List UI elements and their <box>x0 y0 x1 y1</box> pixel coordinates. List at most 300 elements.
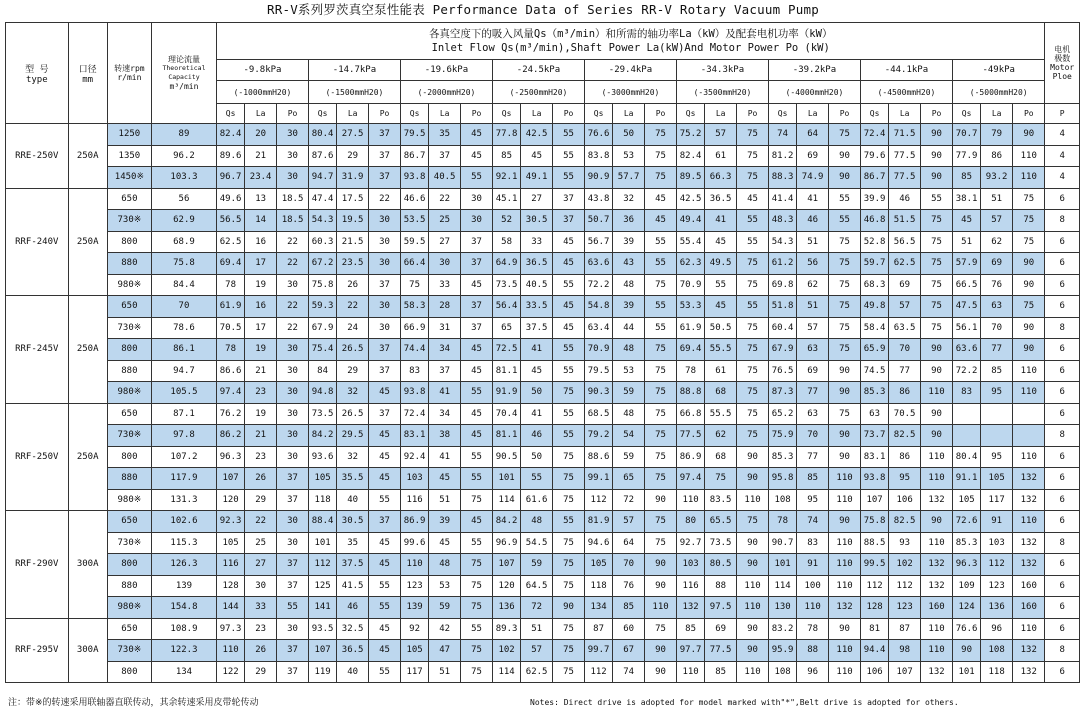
value-cell: 38.1 <box>952 188 980 210</box>
value-cell: 107 <box>889 661 921 683</box>
value-cell: 62 <box>797 274 829 296</box>
value-cell: 90.9 <box>584 167 612 189</box>
value-cell: 70.4 <box>492 403 520 425</box>
value-cell: 85 <box>797 468 829 490</box>
value-cell: 70.5 <box>216 317 244 339</box>
capacity-cell: 86.1 <box>151 339 216 361</box>
po-subheader: Po <box>645 104 677 124</box>
value-cell: 27 <box>245 554 277 576</box>
value-cell: 114 <box>768 575 796 597</box>
po-subheader: Po <box>369 104 401 124</box>
model-cell: RRF-250V <box>6 403 69 511</box>
poles-subheader: P <box>1045 104 1080 124</box>
value-cell: 93.6 <box>308 446 336 468</box>
value-cell: 79.6 <box>860 145 888 167</box>
value-cell: 92.4 <box>400 446 428 468</box>
value-cell: 132 <box>1013 489 1045 511</box>
value-cell: 45 <box>369 446 401 468</box>
value-cell: 32.5 <box>337 618 369 640</box>
capacity-cell: 87.1 <box>151 403 216 425</box>
value-cell: 45 <box>461 145 493 167</box>
value-cell: 37 <box>369 274 401 296</box>
model-cell: RRE-250V <box>6 124 69 189</box>
value-cell: 63 <box>860 403 888 425</box>
value-cell: 144 <box>216 597 244 619</box>
value-cell: 109 <box>952 575 980 597</box>
value-cell: 85 <box>952 167 980 189</box>
value-cell: 55 <box>521 468 553 490</box>
speed-cell: 730※ <box>107 640 151 662</box>
qs-subheader: Qs <box>308 104 336 124</box>
value-cell: 90 <box>737 446 769 468</box>
value-cell: 37 <box>369 167 401 189</box>
value-cell: 41 <box>429 446 461 468</box>
value-cell: 45 <box>429 468 461 490</box>
value-cell: 90 <box>921 339 953 361</box>
value-cell: 37.5 <box>521 317 553 339</box>
value-cell: 50.5 <box>705 317 737 339</box>
value-cell: 55 <box>461 167 493 189</box>
value-cell: 78 <box>797 618 829 640</box>
value-cell: 107 <box>492 554 520 576</box>
value-cell: 45 <box>369 532 401 554</box>
value-cell: 107 <box>308 640 336 662</box>
value-cell: 59.7 <box>860 253 888 275</box>
value-cell: 52.8 <box>860 231 888 253</box>
la-subheader: La <box>245 104 277 124</box>
value-cell: 80.5 <box>705 554 737 576</box>
value-cell <box>952 425 980 447</box>
value-cell: 90 <box>921 124 953 146</box>
value-cell: 54 <box>613 425 645 447</box>
value-cell: 90 <box>737 532 769 554</box>
speed-cell: 880 <box>107 575 151 597</box>
table-row <box>6 511 1080 533</box>
value-cell: 72.5 <box>492 339 520 361</box>
value-cell: 46 <box>797 210 829 232</box>
value-cell: 160 <box>1013 597 1045 619</box>
value-cell: 22 <box>369 188 401 210</box>
value-cell: 90 <box>921 511 953 533</box>
value-cell: 37 <box>369 511 401 533</box>
value-cell: 75 <box>1013 296 1045 318</box>
value-cell: 97.7 <box>676 640 704 662</box>
value-cell: 41 <box>521 403 553 425</box>
value-cell: 33 <box>429 274 461 296</box>
value-cell: 75 <box>829 317 861 339</box>
value-cell: 132 <box>676 597 704 619</box>
value-cell: 30 <box>277 446 309 468</box>
value-cell: 30 <box>369 231 401 253</box>
value-cell: 75 <box>1013 210 1045 232</box>
table-row <box>6 253 1080 275</box>
value-cell: 110 <box>1013 167 1045 189</box>
value-cell: 75 <box>737 360 769 382</box>
value-cell: 110 <box>829 468 861 490</box>
capacity-cell: 122.3 <box>151 640 216 662</box>
value-cell: 88 <box>705 575 737 597</box>
value-cell: 73.5 <box>705 532 737 554</box>
value-cell: 22 <box>277 231 309 253</box>
value-cell: 30 <box>277 167 309 189</box>
value-cell: 120 <box>492 575 520 597</box>
value-cell: 39 <box>613 296 645 318</box>
water-column-header: (-5000mmH20) <box>952 81 1044 104</box>
value-cell: 95 <box>981 382 1013 404</box>
value-cell: 63 <box>981 296 1013 318</box>
value-cell: 69 <box>797 360 829 382</box>
value-cell: 86 <box>889 382 921 404</box>
value-cell: 41 <box>429 382 461 404</box>
value-cell: 69 <box>705 618 737 640</box>
value-cell: 40.5 <box>429 167 461 189</box>
value-cell: 31 <box>429 317 461 339</box>
table-row <box>6 360 1080 382</box>
value-cell: 105 <box>308 468 336 490</box>
la-subheader: La <box>797 104 829 124</box>
value-cell: 41.5 <box>337 575 369 597</box>
value-cell: 50 <box>521 446 553 468</box>
value-cell: 47 <box>429 640 461 662</box>
value-cell: 45 <box>369 554 401 576</box>
value-cell: 46.8 <box>860 210 888 232</box>
speed-cell: 1450※ <box>107 167 151 189</box>
value-cell: 26 <box>337 274 369 296</box>
value-cell: 75 <box>553 532 585 554</box>
pressure-header: -29.4kPa <box>584 60 676 81</box>
speed-cell: 980※ <box>107 382 151 404</box>
value-cell: 69 <box>797 145 829 167</box>
poles-header-en1: Motor <box>1050 63 1075 72</box>
bore-cell: 250A <box>68 403 107 511</box>
value-cell: 75.2 <box>676 124 704 146</box>
value-cell: 134 <box>584 597 612 619</box>
value-cell: 97.4 <box>676 468 704 490</box>
value-cell: 112 <box>584 489 612 511</box>
value-cell: 120 <box>216 489 244 511</box>
table-row <box>6 382 1080 404</box>
value-cell <box>952 403 980 425</box>
value-cell: 50 <box>613 124 645 146</box>
model-cell: RRF-245V <box>6 296 69 404</box>
value-cell: 45 <box>553 253 585 275</box>
bore-cell: 250A <box>68 124 107 189</box>
value-cell: 45 <box>461 360 493 382</box>
value-cell: 75 <box>737 403 769 425</box>
qs-subheader: Qs <box>676 104 704 124</box>
value-cell: 77 <box>797 382 829 404</box>
value-cell: 76.5 <box>768 360 796 382</box>
value-cell: 75 <box>553 618 585 640</box>
value-cell: 90 <box>921 360 953 382</box>
value-cell: 34 <box>429 403 461 425</box>
value-cell: 64.5 <box>521 575 553 597</box>
value-cell: 36.5 <box>521 253 553 275</box>
value-cell: 110 <box>921 446 953 468</box>
value-cell: 90 <box>645 661 677 683</box>
value-cell: 55 <box>277 597 309 619</box>
value-cell: 37.5 <box>337 554 369 576</box>
value-cell: 32 <box>337 446 369 468</box>
value-cell: 30.5 <box>337 511 369 533</box>
water-column-header: (-1000mmH20) <box>216 81 308 104</box>
value-cell: 75 <box>645 403 677 425</box>
value-cell: 112 <box>860 575 888 597</box>
value-cell: 100 <box>797 575 829 597</box>
value-cell: 92.3 <box>216 511 244 533</box>
value-cell: 51 <box>797 296 829 318</box>
value-cell: 67.9 <box>308 317 336 339</box>
table-row <box>6 489 1080 511</box>
value-cell: 93.8 <box>400 382 428 404</box>
value-cell: 45 <box>461 124 493 146</box>
value-cell: 53 <box>613 360 645 382</box>
speed-cell: 800 <box>107 339 151 361</box>
table-row <box>6 167 1080 189</box>
value-cell: 110 <box>1013 511 1045 533</box>
value-cell: 30 <box>245 575 277 597</box>
pressure-header: -19.6kPa <box>400 60 492 81</box>
value-cell: 78 <box>216 274 244 296</box>
value-cell: 63.4 <box>584 317 612 339</box>
value-cell: 26.5 <box>337 339 369 361</box>
value-cell: 81.2 <box>768 145 796 167</box>
value-cell: 112 <box>889 575 921 597</box>
value-cell: 40 <box>337 489 369 511</box>
value-cell: 75 <box>737 167 769 189</box>
value-cell: 55 <box>369 489 401 511</box>
la-subheader: La <box>613 104 645 124</box>
value-cell: 112 <box>308 554 336 576</box>
value-cell: 25 <box>429 210 461 232</box>
value-cell: 46.6 <box>400 188 428 210</box>
value-cell: 72.2 <box>584 274 612 296</box>
speed-cell: 880 <box>107 468 151 490</box>
value-cell: 38 <box>429 425 461 447</box>
po-subheader: Po <box>553 104 585 124</box>
value-cell: 66.5 <box>952 274 980 296</box>
value-cell: 19 <box>245 403 277 425</box>
value-cell: 90 <box>829 145 861 167</box>
value-cell: 132 <box>921 661 953 683</box>
value-cell: 75 <box>461 661 493 683</box>
value-cell: 30 <box>369 317 401 339</box>
table-row <box>6 296 1080 318</box>
value-cell: 110 <box>1013 446 1045 468</box>
value-cell: 29 <box>337 145 369 167</box>
value-cell: 70 <box>889 339 921 361</box>
value-cell: 63.6 <box>952 339 980 361</box>
value-cell: 41.4 <box>768 188 796 210</box>
value-cell: 79.5 <box>400 124 428 146</box>
poles-cell: 6 <box>1045 188 1080 210</box>
value-cell: 81.1 <box>492 425 520 447</box>
value-cell: 160 <box>1013 575 1045 597</box>
value-cell: 90 <box>921 425 953 447</box>
value-cell: 84.2 <box>492 511 520 533</box>
value-cell: 45 <box>461 274 493 296</box>
value-cell: 132 <box>1013 554 1045 576</box>
value-cell: 132 <box>1013 661 1045 683</box>
value-cell: 45 <box>461 425 493 447</box>
value-cell: 90 <box>829 425 861 447</box>
value-cell: 55.5 <box>705 339 737 361</box>
value-cell: 37 <box>277 489 309 511</box>
value-cell: 92 <box>400 618 428 640</box>
value-cell: 94.6 <box>584 532 612 554</box>
value-cell: 61.2 <box>768 253 796 275</box>
value-cell: 27 <box>429 231 461 253</box>
value-cell: 30 <box>277 360 309 382</box>
pressure-header: -24.5kPa <box>492 60 584 81</box>
value-cell: 45 <box>461 339 493 361</box>
value-cell: 57 <box>521 640 553 662</box>
value-cell: 75 <box>829 403 861 425</box>
model-header <box>6 23 69 124</box>
value-cell: 75 <box>737 339 769 361</box>
value-cell: 79.2 <box>584 425 612 447</box>
value-cell: 94.8 <box>308 382 336 404</box>
value-cell: 37 <box>461 317 493 339</box>
value-cell: 90 <box>829 446 861 468</box>
value-cell: 56.4 <box>492 296 520 318</box>
value-cell: 28 <box>429 296 461 318</box>
table-row <box>6 274 1080 296</box>
value-cell: 65 <box>492 317 520 339</box>
value-cell: 85 <box>981 360 1013 382</box>
poles-cell: 6 <box>1045 360 1080 382</box>
value-cell: 92.1 <box>492 167 520 189</box>
value-cell: 55.4 <box>676 231 704 253</box>
value-cell: 77.5 <box>676 425 704 447</box>
value-cell: 62.3 <box>676 253 704 275</box>
bore-cell: 300A <box>68 511 107 619</box>
value-cell <box>981 403 1013 425</box>
value-cell: 45 <box>645 210 677 232</box>
value-cell: 47.4 <box>308 188 336 210</box>
value-cell: 75 <box>921 231 953 253</box>
value-cell: 21 <box>245 145 277 167</box>
value-cell: 99.7 <box>584 640 612 662</box>
qs-subheader: Qs <box>584 104 612 124</box>
water-column-header: (-3500mmH20) <box>676 81 768 104</box>
value-cell: 30.5 <box>521 210 553 232</box>
value-cell: 90 <box>645 575 677 597</box>
value-cell: 30 <box>369 296 401 318</box>
poles-cell: 6 <box>1045 253 1080 275</box>
water-column-header: (-4500mmH20) <box>860 81 952 104</box>
value-cell: 96.3 <box>216 446 244 468</box>
poles-cell: 6 <box>1045 489 1080 511</box>
value-cell: 96 <box>981 618 1013 640</box>
value-cell: 45 <box>705 296 737 318</box>
value-cell: 88 <box>797 640 829 662</box>
value-cell: 97.5 <box>705 597 737 619</box>
value-cell: 75 <box>921 253 953 275</box>
value-cell: 68 <box>705 382 737 404</box>
la-subheader: La <box>705 104 737 124</box>
value-cell: 61 <box>705 360 737 382</box>
capacity-cell: 102.6 <box>151 511 216 533</box>
value-cell: 55 <box>553 425 585 447</box>
value-cell: 30 <box>277 124 309 146</box>
value-cell: 62 <box>981 231 1013 253</box>
value-cell: 76.2 <box>216 403 244 425</box>
qs-subheader: Qs <box>860 104 888 124</box>
value-cell: 75 <box>645 446 677 468</box>
capacity-cell: 115.3 <box>151 532 216 554</box>
poles-header-cn2: 极数 <box>1054 54 1071 63</box>
value-cell: 67.9 <box>768 339 796 361</box>
value-cell: 55 <box>461 446 493 468</box>
value-cell: 17 <box>245 317 277 339</box>
value-cell: 49.8 <box>860 296 888 318</box>
value-cell: 110 <box>400 554 428 576</box>
value-cell: 33 <box>521 231 553 253</box>
value-cell: 90.7 <box>768 532 796 554</box>
value-cell: 86.7 <box>400 145 428 167</box>
value-cell: 88.3 <box>768 167 796 189</box>
value-cell: 63.6 <box>584 253 612 275</box>
value-cell: 85.3 <box>860 382 888 404</box>
value-cell: 132 <box>921 554 953 576</box>
value-cell: 60.4 <box>768 317 796 339</box>
value-cell: 75 <box>645 425 677 447</box>
value-cell: 60.3 <box>308 231 336 253</box>
value-cell: 110 <box>921 618 953 640</box>
value-cell: 57 <box>705 124 737 146</box>
value-cell: 37 <box>277 575 309 597</box>
value-cell: 85 <box>676 618 704 640</box>
la-subheader: La <box>521 104 553 124</box>
value-cell: 123 <box>981 575 1013 597</box>
value-cell: 93.2 <box>981 167 1013 189</box>
value-cell: 75 <box>461 489 493 511</box>
value-cell: 75 <box>645 382 677 404</box>
pressure-header: -49kPa <box>952 60 1044 81</box>
value-cell: 70 <box>981 317 1013 339</box>
value-cell: 37 <box>277 468 309 490</box>
value-cell: 132 <box>1013 468 1045 490</box>
value-cell: 74.5 <box>860 360 888 382</box>
value-cell: 128 <box>216 575 244 597</box>
value-cell: 106 <box>889 489 921 511</box>
value-cell: 76.6 <box>584 124 612 146</box>
value-cell: 30 <box>277 532 309 554</box>
value-cell: 117 <box>981 489 1013 511</box>
value-cell: 114 <box>492 661 520 683</box>
value-cell: 90 <box>1013 253 1045 275</box>
value-cell: 74 <box>768 124 796 146</box>
value-cell: 74 <box>797 511 829 533</box>
value-cell: 55 <box>553 167 585 189</box>
value-cell: 85 <box>492 145 520 167</box>
value-cell: 45 <box>461 511 493 533</box>
capacity-cell: 108.9 <box>151 618 216 640</box>
value-cell: 51.5 <box>889 210 921 232</box>
value-cell: 77.9 <box>952 145 980 167</box>
value-cell: 37 <box>277 661 309 683</box>
value-cell: 37 <box>369 124 401 146</box>
poles-cell: 6 <box>1045 661 1080 683</box>
value-cell: 110 <box>1013 382 1045 404</box>
value-cell: 97.3 <box>216 618 244 640</box>
value-cell: 70 <box>797 425 829 447</box>
value-cell: 141 <box>308 597 336 619</box>
value-cell: 70 <box>613 554 645 576</box>
table-row <box>6 661 1080 683</box>
capacity-cell: 126.3 <box>151 554 216 576</box>
